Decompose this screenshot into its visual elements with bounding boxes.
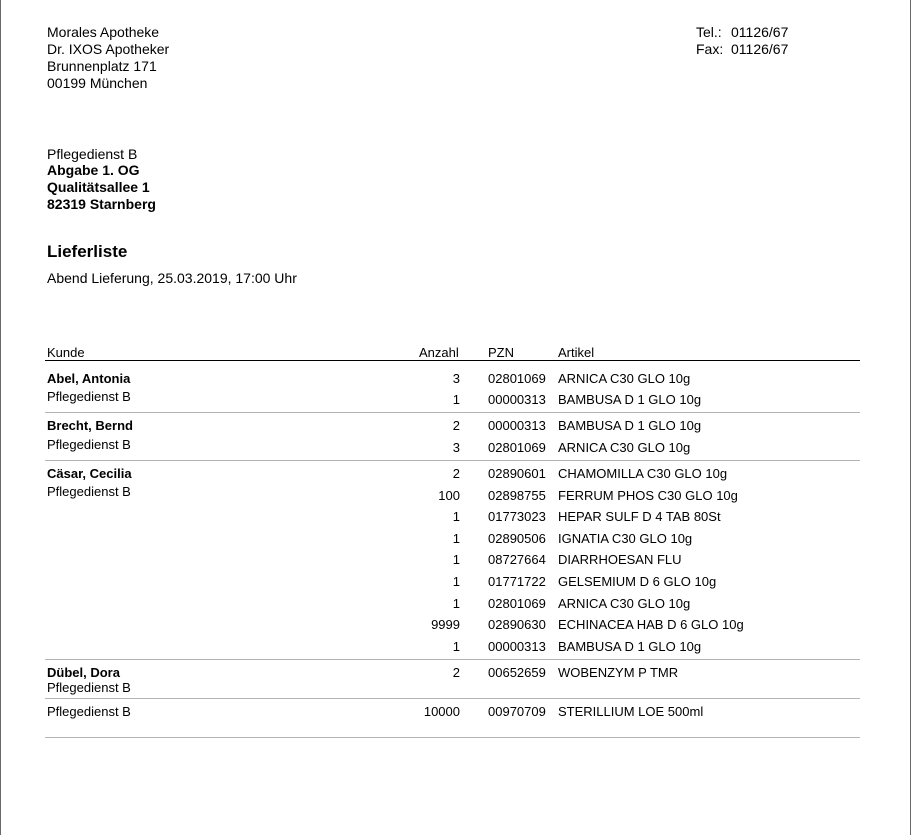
- row-qty: 9999: [431, 617, 460, 632]
- row-artikel: ARNICA C30 GLO 10g: [558, 596, 691, 611]
- customer-sub: Pflegedienst B: [47, 704, 131, 719]
- row-artikel: BAMBUSA D 1 GLO 10g: [558, 639, 702, 654]
- row-artikel: BAMBUSA D 1 GLO 10g: [558, 418, 702, 433]
- column-header-pzn: PZN: [488, 345, 514, 360]
- row-qty: 2: [452, 418, 460, 433]
- row-qty: 1: [452, 392, 460, 407]
- fax-value: 01126/67: [731, 41, 789, 57]
- row-artikel: ARNICA C30 GLO 10g: [558, 440, 691, 455]
- group-divider: [45, 659, 860, 660]
- row-artikel: CHAMOMILLA C30 GLO 10g: [558, 466, 728, 481]
- row-artikel: GELSEMIUM D 6 GLO 10g: [558, 574, 717, 589]
- row-pzn: 01771722: [488, 574, 546, 589]
- recipient-line: 82319 Starnberg: [47, 196, 156, 212]
- fax-label: Fax:: [696, 41, 724, 57]
- recipient-line: Qualitätsallee 1: [47, 179, 150, 195]
- customer-name: Cäsar, Cecilia: [47, 466, 132, 481]
- row-qty: 100: [438, 488, 460, 503]
- row-pzn: 02890601: [488, 466, 546, 481]
- row-pzn: 02890506: [488, 531, 546, 546]
- row-pzn: 00970709: [488, 704, 546, 719]
- row-artikel: FERRUM PHOS C30 GLO 10g: [558, 488, 738, 503]
- customer-name: Abel, Antonia: [47, 371, 131, 386]
- row-qty: 1: [452, 574, 460, 589]
- row-pzn: 02801069: [488, 596, 546, 611]
- document-title: Lieferliste: [47, 242, 128, 261]
- row-pzn: 02801069: [488, 371, 546, 386]
- row-qty: 3: [452, 371, 460, 386]
- row-artikel: WOBENZYM P TMR: [558, 665, 679, 680]
- customer-name: Brecht, Bernd: [47, 418, 133, 433]
- sender-line: Brunnenplatz 171: [47, 58, 157, 74]
- row-pzn: 00000313: [488, 392, 546, 407]
- row-pzn: 02801069: [488, 440, 546, 455]
- sender-line: Morales Apotheke: [47, 24, 160, 40]
- row-pzn: 00000313: [488, 639, 546, 654]
- sender-line: Dr. IXOS Apotheker: [47, 41, 170, 57]
- row-qty: 1: [452, 639, 460, 654]
- row-qty: 1: [452, 509, 460, 524]
- customer-sub: Pflegedienst B: [47, 484, 131, 499]
- row-artikel: BAMBUSA D 1 GLO 10g: [558, 392, 702, 407]
- column-header-kunde: Kunde: [47, 345, 85, 360]
- group-divider: [45, 460, 860, 461]
- row-qty: 2: [452, 665, 460, 680]
- row-qty: 1: [452, 596, 460, 611]
- recipient-name: Pflegedienst B: [47, 146, 138, 162]
- row-qty: 3: [452, 440, 460, 455]
- row-pzn: 02898755: [488, 488, 546, 503]
- row-pzn: 08727664: [488, 552, 546, 567]
- document-subtitle: Abend Lieferung, 25.03.2019, 17:00 Uhr: [47, 270, 297, 286]
- row-pzn: 00652659: [488, 665, 546, 680]
- row-artikel: ARNICA C30 GLO 10g: [558, 371, 691, 386]
- row-pzn: 00000313: [488, 418, 546, 433]
- row-artikel: DIARRHOESAN FLU: [558, 552, 682, 567]
- row-qty: 10000: [423, 704, 460, 719]
- tel-value: 01126/67: [731, 24, 789, 40]
- customer-sub: Pflegedienst B: [47, 680, 131, 695]
- row-pzn: 02890630: [488, 617, 546, 632]
- row-qty: 1: [452, 531, 460, 546]
- header-divider: [45, 360, 860, 361]
- row-qty: 2: [452, 466, 460, 481]
- customer-sub: Pflegedienst B: [47, 437, 131, 452]
- row-pzn: 01773023: [488, 509, 546, 524]
- customer-sub: Pflegedienst B: [47, 389, 131, 404]
- recipient-line: Abgabe 1. OG: [47, 162, 140, 178]
- sender-line: 00199 München: [47, 75, 148, 91]
- row-artikel: STERILLIUM LOE 500ml: [558, 704, 704, 719]
- row-artikel: IGNATIA C30 GLO 10g: [558, 531, 693, 546]
- row-qty: 1: [452, 552, 460, 567]
- row-artikel: ECHINACEA HAB D 6 GLO 10g: [558, 617, 744, 632]
- table-bottom-divider: [45, 737, 860, 738]
- tel-label: Tel.:: [696, 24, 722, 40]
- group-divider: [45, 698, 860, 699]
- column-header-anzahl: Anzahl: [419, 345, 459, 360]
- customer-name: Dübel, Dora: [47, 665, 120, 680]
- row-artikel: HEPAR SULF D 4 TAB 80St: [558, 509, 721, 524]
- column-header-artikel: Artikel: [558, 345, 595, 360]
- group-divider: [45, 412, 860, 413]
